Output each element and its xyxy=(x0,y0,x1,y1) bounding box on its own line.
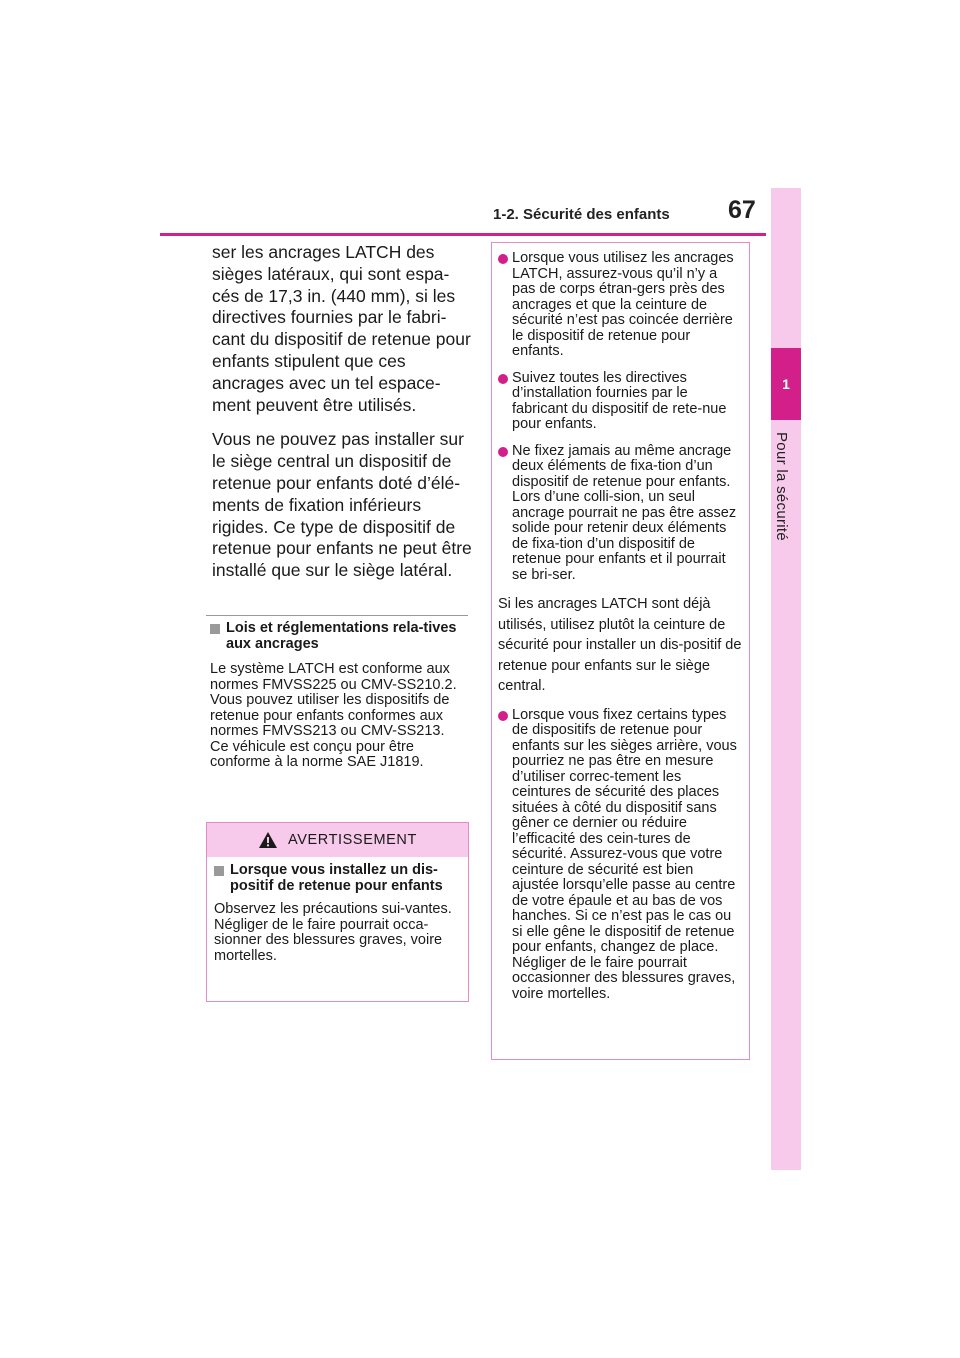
laws-section-heading xyxy=(210,621,472,652)
warning-header xyxy=(207,823,468,857)
list-item xyxy=(498,444,743,584)
warning-subheading xyxy=(214,863,462,894)
laws-section-title: Lois et réglementations rela-tives aux ancrages xyxy=(226,620,457,652)
circle-bullet-icon xyxy=(498,447,508,457)
warning-body xyxy=(207,857,468,964)
chapter-side-tab xyxy=(771,188,801,1170)
laws-section xyxy=(210,621,472,771)
laws-line: Ce véhicule est conçu pour être conforme à la norme SAE J1819. xyxy=(210,738,424,770)
list-item-text: Suivez toutes les directives d’installation fournies par le fabricant du dispositif de rete-nue pour enfants. xyxy=(512,369,727,432)
note-paragraph: Si les ancrages LATCH sont déjà utilisés, utilisez plutôt la ceinture de sécurité pour installer un dis-positif de retenue pour enfants sur le siège central. xyxy=(498,596,742,694)
laws-line: Vous pouvez utiliser les dispositifs de retenue pour enfants conformes aux normes FMVSS213 ou CMV-SS213. xyxy=(210,692,450,739)
header-divider xyxy=(160,233,766,236)
circle-bullet-icon xyxy=(498,711,508,721)
square-bullet-icon xyxy=(210,624,220,634)
warning-text: Observez les précautions sui-vantes. xyxy=(214,901,452,917)
square-bullet-icon xyxy=(214,866,224,876)
section-divider xyxy=(206,615,468,616)
warning-subtitle: Lorsque vous installez un dis-positif de retenue pour enfants xyxy=(230,862,443,894)
chapter-label: Pour la sécurité xyxy=(773,432,790,542)
page-number: 67 xyxy=(728,196,756,224)
laws-line: Le système LATCH est conforme aux normes FMVSS225 ou CMV-SS210.2. xyxy=(210,661,457,693)
list-item-text: Ne fixez jamais au même ancrage deux éléments de fixa-tion d’un dispositif de retenue pour enfants. Lors d’une colli-sion, un seul ancrage pourrait ne pas être assez solide pour retenir deux éléments de fixa-tion d’un dispositif de retenue pour enfants et il pourrait se bri-ser. xyxy=(512,442,737,583)
section-title: 1-2. Sécurité des enfants xyxy=(493,206,670,223)
list-item-text: Lorsque vous utilisez les ancrages LATCH, assurez-vous qu’il n’y a pas de corps étran-gers près des ancrages et que la ceinture de sécurité n’est pas coincée derrière le dispositif de retenue pour enfants. xyxy=(512,250,734,359)
chapter-number: 1 xyxy=(782,376,790,392)
circle-bullet-icon xyxy=(498,254,508,264)
warning-text: Négliger de le faire pourrait occa-sionner des blessures graves, voire mortelles. xyxy=(214,916,443,964)
list-item xyxy=(498,371,743,433)
right-caution-box xyxy=(491,242,750,1060)
body-paragraph: ser les ancrages LATCH des sièges latéraux, qui sont espa-cés de 17,3 in. (440 mm), si les directives fournies par le fabri-cant du dispositif de retenue pour enfants stipulent que ces ancrages avec un tel espace-ment peuvent être utilisés. xyxy=(212,242,471,415)
left-column xyxy=(212,242,474,595)
list-item-text: Lorsque vous fixez certains types de dispositifs de retenue pour enfants sur les sièges arrière, vous pourriez ne pas être en mesure d’utiliser correc-tement les ceintures de sécurité des places situées à côté du dispositif sans gêner ce dernier ou réduire l’efficacité des cein-tures de sécurité. Assurez-vous que votre ceinture de sécurité est bien ajustée lorsqu’elle passe au centre de votre épaule et au bas de vos hanches. Si ce n’est pas le cas ou si elle gêne le dispositif de retenue pour enfants, changez de place. Négliger de le faire pourrait occasionner des blessures graves, voire mortelles. xyxy=(512,706,737,1002)
circle-bullet-icon xyxy=(498,374,508,384)
list-item xyxy=(498,251,743,360)
warning-box xyxy=(206,822,469,1002)
body-paragraph: Vous ne pouvez pas installer sur le siège central un dispositif de retenue pour enfants doté d’élé-ments de fixation inférieurs rigides. Ce type de dispositif de retenue pour enfants ne peut être installé que sur le siège latéral. xyxy=(212,429,472,581)
list-item xyxy=(498,708,743,1003)
warning-title: AVERTISSEMENT xyxy=(288,832,417,848)
warning-triangle-icon xyxy=(258,831,278,849)
